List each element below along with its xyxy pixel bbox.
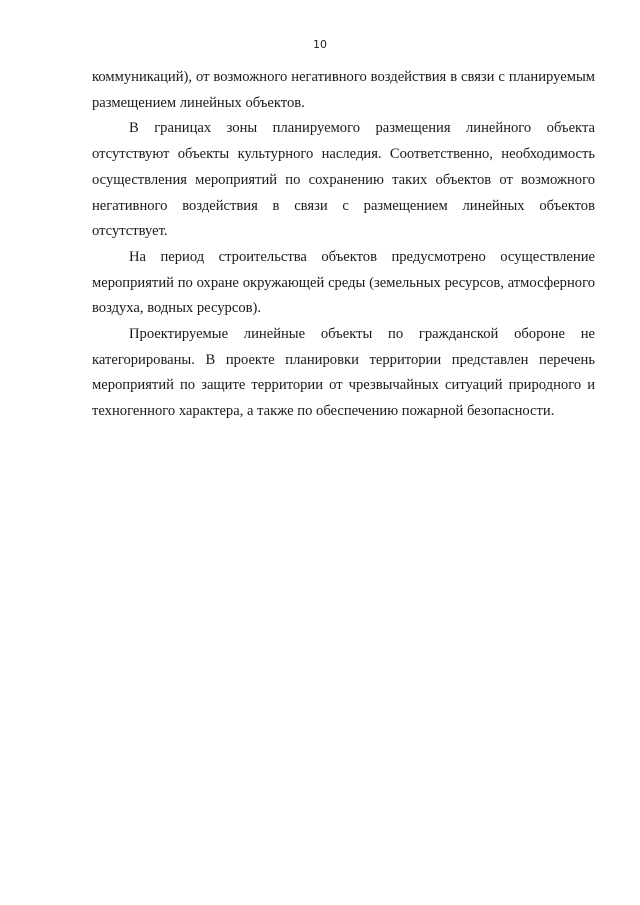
paragraph-cultural-heritage: В границах зоны планируемого размещения линейного объекта отсутствуют объекты культурного наследия. Соответственно, необходимость осуществления мероприятий по сохранению таких объектов от возможного негативного воздействия в связи с размещением линейных объектов отсутствует. [92, 120, 595, 240]
page-number: 10 [313, 38, 327, 51]
paragraph-continuation: коммуникаций), от возможного негативного воздействия в связи с планируемым размещением линейных объектов. [92, 69, 595, 111]
paragraph-environment-protection: На период строительства объектов предусмотрено осуществление мероприятий по охране окружающей среды (земельных ресурсов, атмосферного воздуха, водных ресурсов). [92, 248, 595, 317]
document-body [92, 65, 595, 425]
paragraph-civil-defense: Проектируемые линейные объекты по гражданской обороне не категорированы. В проекте планировки территории представлен перечень мероприятий по защите территории от чрезвычайных ситуаций природного и техногенного характера, а также по обеспечению пожарной безопасности. [92, 326, 595, 420]
